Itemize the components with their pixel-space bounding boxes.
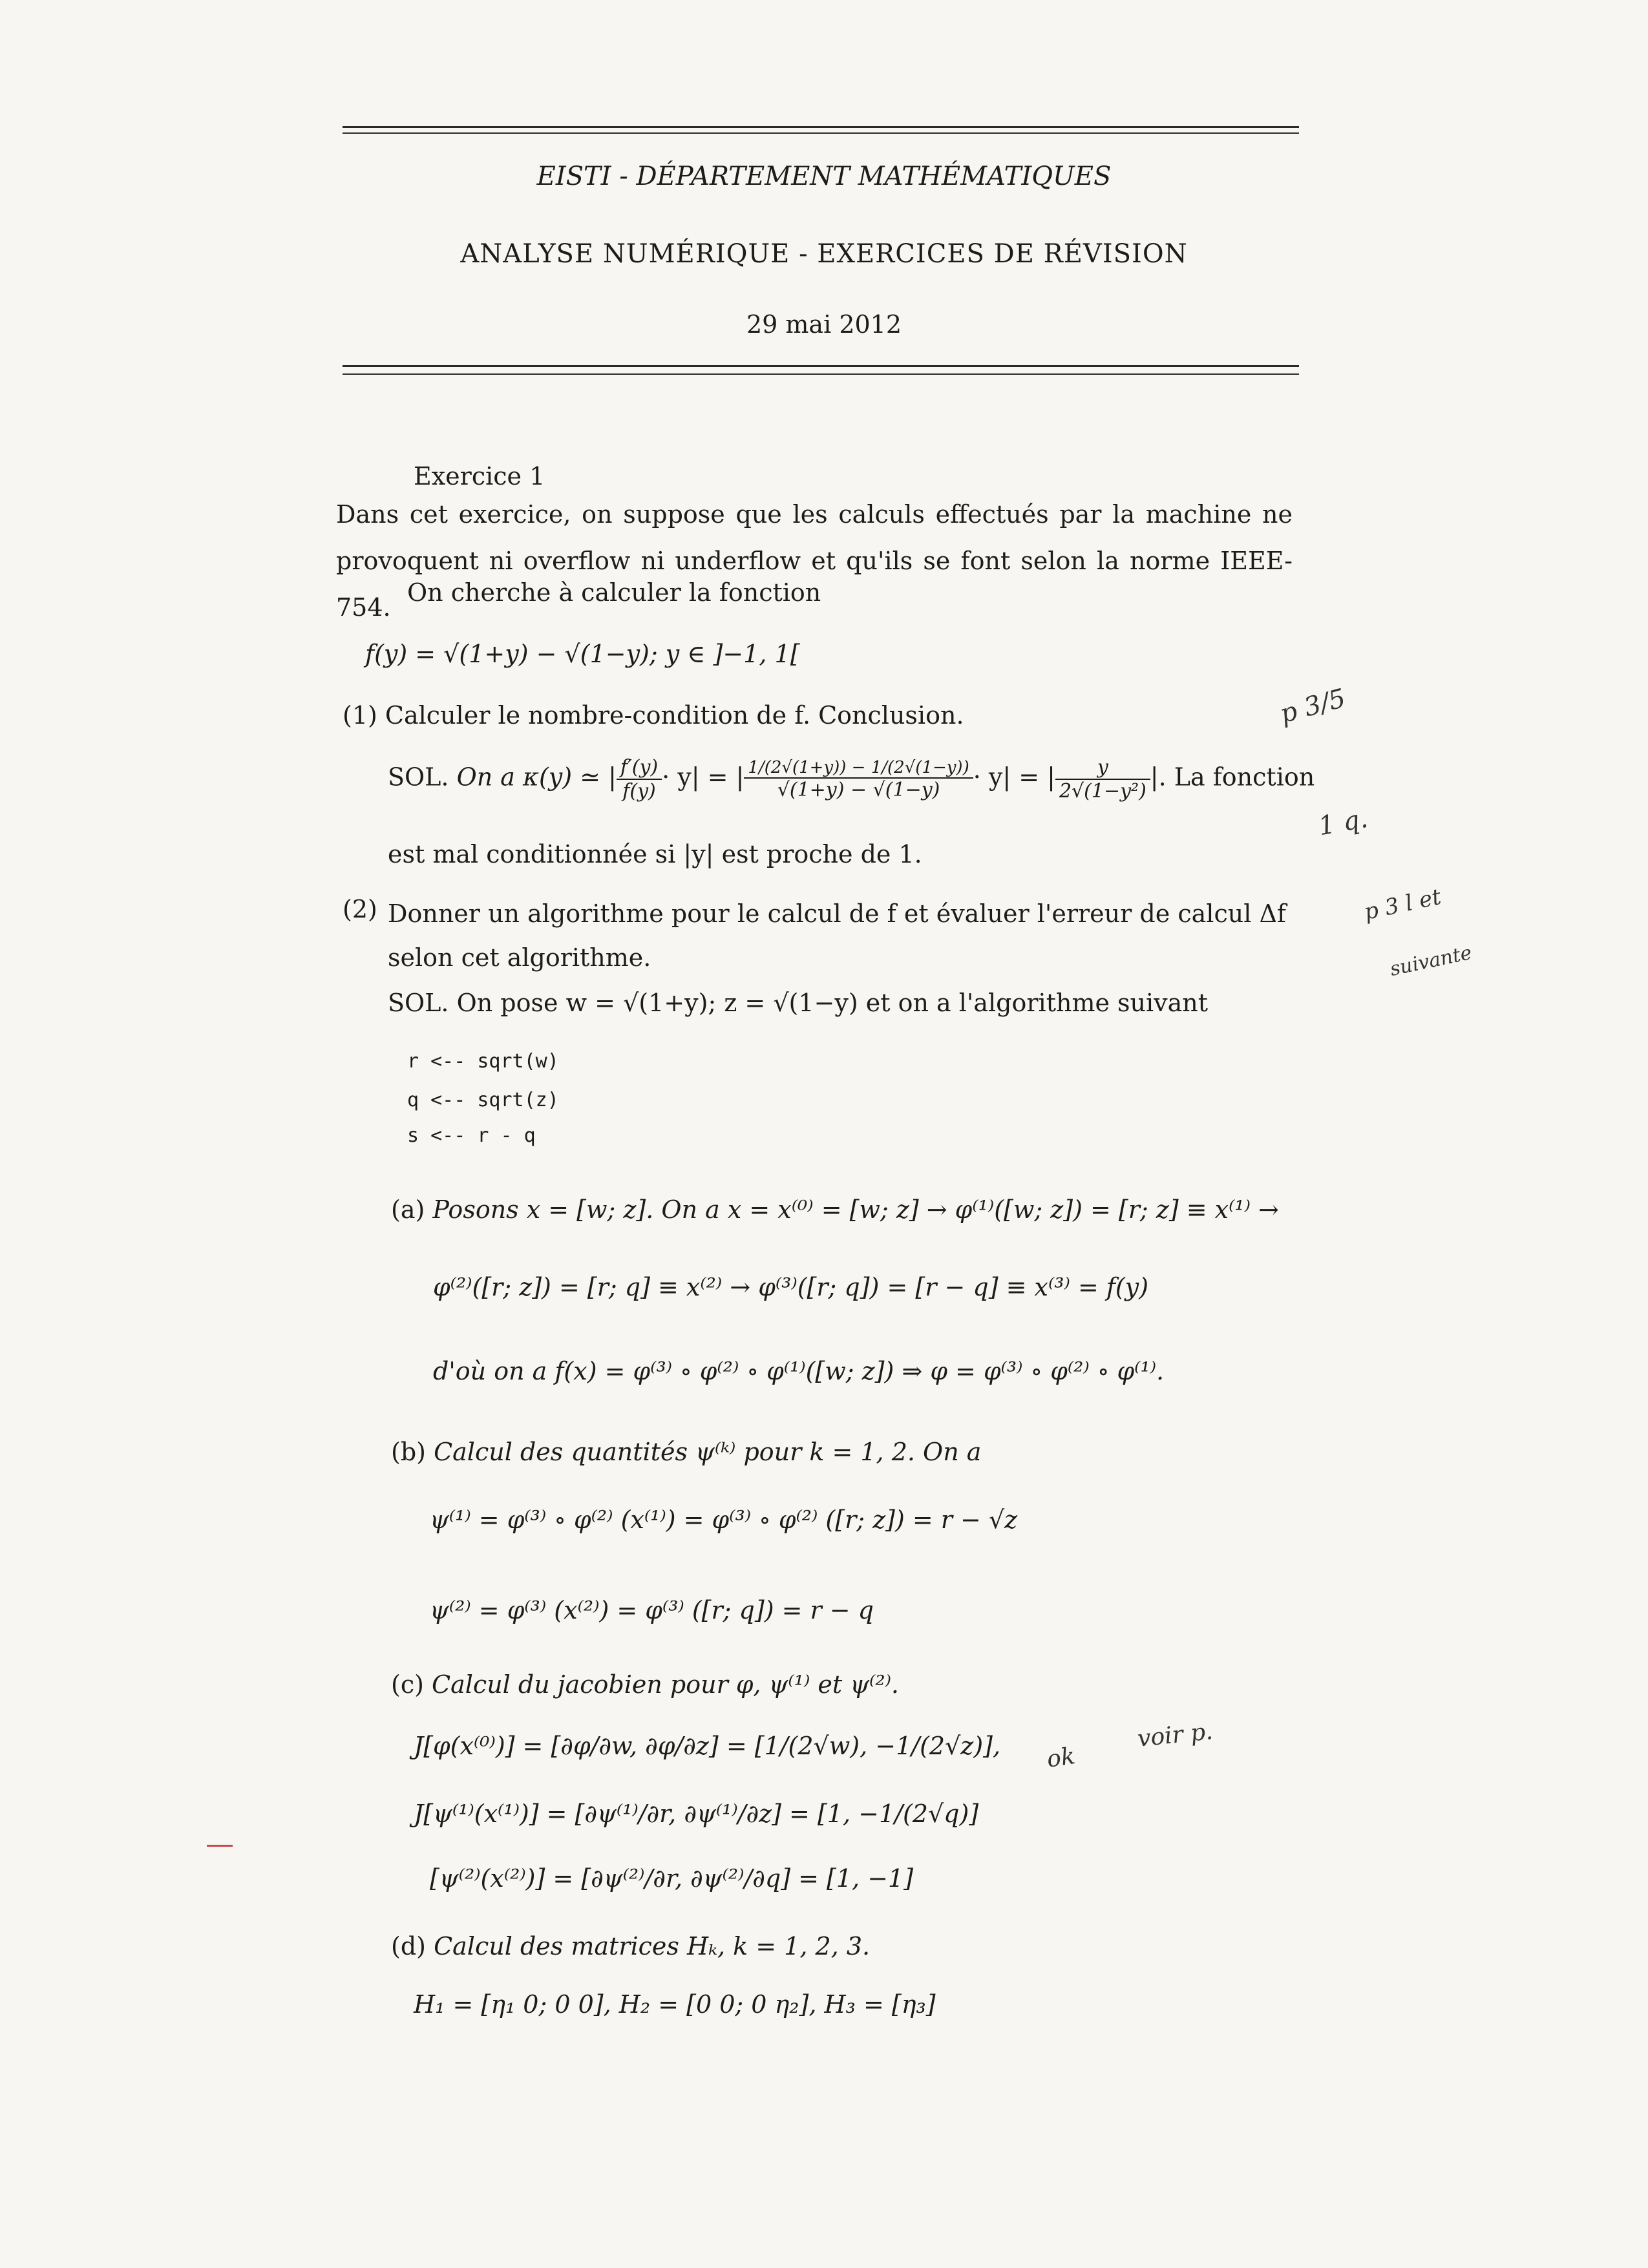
- q1-frac-den: √(1+y) − √(1−y): [777, 778, 940, 801]
- question-1: [343, 701, 964, 730]
- q1-kappa-den: f(y): [622, 780, 656, 803]
- algorithm-line-3: s <-- r - q: [407, 1124, 536, 1147]
- part-d: [391, 1932, 870, 1960]
- top-rule: [343, 126, 1299, 128]
- algorithm-line-1: r <-- sqrt(w): [407, 1050, 559, 1073]
- q1-expanded-fraction: [744, 758, 973, 801]
- part-b-equation-1: ψ⁽¹⁾ = φ⁽³⁾ ∘ φ⁽²⁾ (x⁽¹⁾) = φ⁽³⁾ ∘ φ⁽²⁾ ([r; z]) = r − √z: [430, 1506, 1018, 1534]
- q1-sol-start: On a κ(y) ≃: [456, 762, 600, 792]
- q1-kappa-fraction: [617, 756, 662, 803]
- exercise-title: Exercice 1: [414, 462, 545, 490]
- part-c-equation-3: [ψ⁽²⁾(x⁽²⁾)] = [∂ψ⁽²⁾/∂r, ∂ψ⁽²⁾/∂q] = [1, −1]: [430, 1864, 914, 1893]
- question-1-text: Calculer le nombre-condition de f. Conclusion.: [385, 701, 964, 730]
- part-b-text: Calcul des quantités ψ⁽ᵏ⁾ pour k = 1, 2. On a: [434, 1438, 982, 1466]
- question-1-number: (1): [343, 701, 377, 730]
- handwritten-note-suivante: suivante: [1388, 941, 1474, 981]
- handwritten-note-p3: p 3 l et: [1362, 883, 1444, 926]
- department-heading: EISTI - DÉPARTEMENT MATHÉMATIQUES: [536, 162, 1112, 191]
- part-d-label: (d): [391, 1932, 426, 1960]
- part-a-line-1: Posons x = [w; z]. On a x = x⁽⁰⁾ = [w; z] → φ⁽¹⁾([w; z]) = [r; z] ≡ x⁽¹⁾ →: [432, 1195, 1279, 1224]
- exercise-task: On cherche à calculer la fonction: [407, 578, 821, 607]
- handwritten-note-ok: ok: [1045, 1743, 1077, 1773]
- function-definition: f(y) = √(1+y) − √(1−y); y ∈ ]−1, 1[: [365, 640, 800, 668]
- header-bottom-rule-thin: [343, 373, 1299, 375]
- handwritten-note-voir: voir p.: [1136, 1718, 1214, 1752]
- q1-conclusion: est mal conditionnée si |y| est proche de 1.: [388, 840, 922, 868]
- part-c-text: Calcul du jacobien pour φ, ψ⁽¹⁾ et ψ⁽²⁾.: [432, 1670, 899, 1699]
- handwritten-note-page: p 3/5: [1276, 683, 1349, 730]
- q2-sol-text: On pose w = √(1+y); z = √(1−y) et on a l'algorithme suivant: [456, 989, 1209, 1017]
- part-d-equation: H₁ = [η₁ 0; 0 0], H₂ = [0 0; 0 η₂], H₃ = [η₃]: [414, 1990, 936, 2019]
- q2-solution: [388, 989, 1208, 1017]
- red-pen-mark: [207, 1845, 233, 1847]
- q1-frac-num: 1/(2√(1+y)) − 1/(2√(1−y)): [744, 758, 973, 779]
- part-c: [391, 1670, 899, 1699]
- q1-solution: SOL. On a κ(y) ≃ | $\frac{f'(y)}{f(y)}$ · y| = | $\frac{1/(2√(1+y)) - 1/(2√(1-y))}{√(1+y) - √(1-y)}$ · y| = | $\frac{y}{\text{2√(1−y²)}}$ |. La fonction: [388, 756, 1315, 803]
- q1-kappa-num: f′(y): [617, 756, 662, 780]
- question-2-text: Donner un algorithme pour le calcul de f et évaluer l'erreur de calcul Δf selon cet algorithme.: [388, 899, 1286, 972]
- q1-sol-end: . La fonction: [1158, 762, 1315, 792]
- q1-result-fraction: [1055, 756, 1150, 803]
- q1-result-den: 2√(1−y²): [1059, 780, 1146, 803]
- top-rule-thin: [343, 132, 1299, 134]
- exercise-intro: Dans cet exercice, on suppose que les calculs effectués par la machine ne provoquent ni overflow ni underflow et qu'ils se font selon la norme IEEE-754.: [336, 500, 1293, 622]
- part-b: [391, 1438, 981, 1466]
- handwritten-note-q: 1 q.: [1316, 803, 1370, 842]
- q2-sol-label: SOL.: [388, 989, 449, 1017]
- part-c-label: (c): [391, 1670, 424, 1699]
- algorithm-line-2: q <-- sqrt(z): [407, 1089, 559, 1111]
- part-a-label: (a): [391, 1195, 425, 1224]
- part-d-text: Calcul des matrices Hₖ, k = 1, 2, 3.: [434, 1932, 871, 1960]
- document-date: 29 mai 2012: [746, 310, 902, 339]
- part-a: [391, 1195, 1279, 1224]
- part-b-label: (b): [391, 1438, 426, 1466]
- header-bottom-rule: [343, 365, 1299, 367]
- part-a-line-2: φ⁽²⁾([r; z]) = [r; q] ≡ x⁽²⁾ → φ⁽³⁾([r; q]) = [r − q] ≡ x⁽³⁾ = f(y): [433, 1273, 1149, 1301]
- part-a-line-3: d'où on a f(x) = φ⁽³⁾ ∘ φ⁽²⁾ ∘ φ⁽¹⁾([w; z]) ⇒ φ = φ⁽³⁾ ∘ φ⁽²⁾ ∘ φ⁽¹⁾.: [433, 1357, 1165, 1385]
- part-b-equation-2: ψ⁽²⁾ = φ⁽³⁾ (x⁽²⁾) = φ⁽³⁾ ([r; q]) = r − q: [430, 1596, 874, 1624]
- part-c-equation-2: J[ψ⁽¹⁾(x⁽¹⁾)] = [∂ψ⁽¹⁾/∂r, ∂ψ⁽¹⁾/∂z] = [1, −1/(2√q)]: [414, 1800, 979, 1828]
- part-c-equation-1: J[φ(x⁽⁰⁾)] = [∂φ/∂w, ∂φ/∂z] = [1/(2√w), −1/(2√z)],: [414, 1732, 1001, 1760]
- q1-result-num: y: [1055, 756, 1150, 780]
- course-title: ANALYSE NUMÉRIQUE - EXERCICES DE RÉVISION: [460, 239, 1188, 269]
- q1-sol-label: SOL.: [388, 762, 449, 792]
- question-2-number: (2): [343, 895, 377, 923]
